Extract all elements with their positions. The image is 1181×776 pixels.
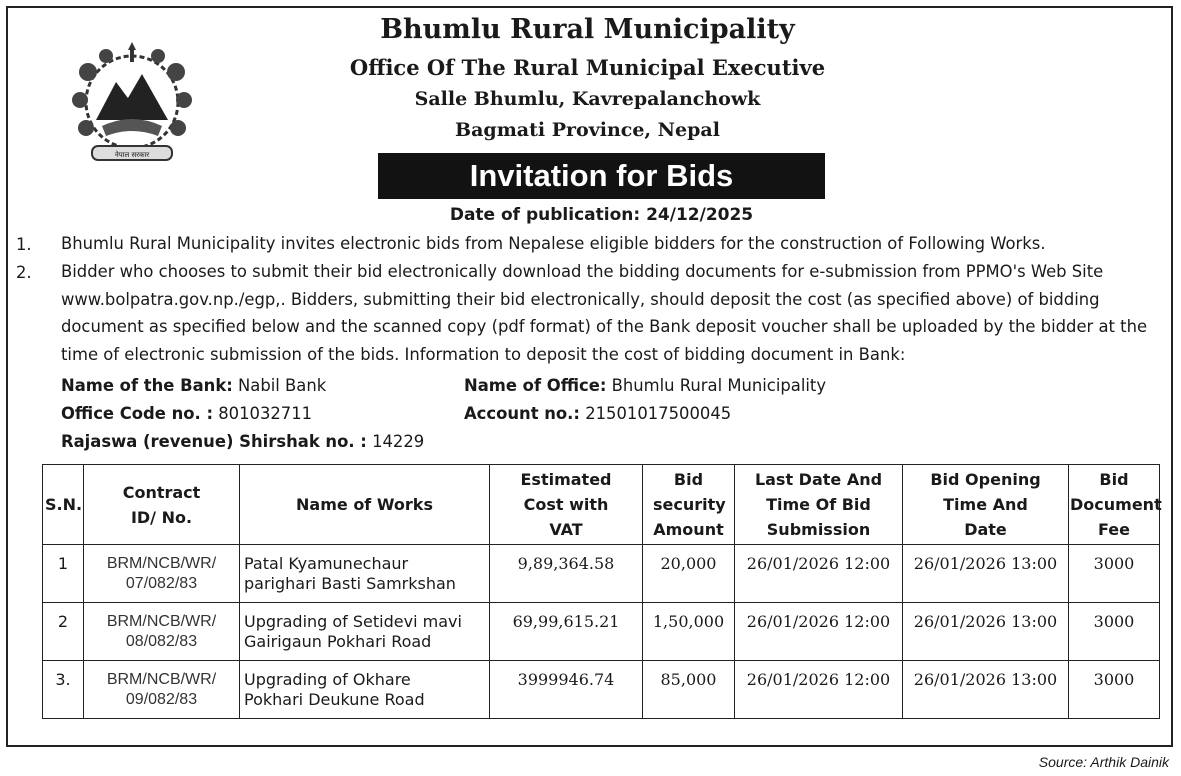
office-name: Office Of The Rural Municipal Executive	[349, 55, 826, 80]
work-name-line: Gairigaun Pokhari Road	[244, 632, 432, 651]
work-name-line: Patal Kyamunechaur	[244, 554, 409, 573]
nepal-emblem-icon	[66, 42, 198, 166]
cell-contract-id	[84, 545, 240, 603]
cell-bid-security: 20,000	[643, 545, 735, 603]
cell-work-name	[240, 603, 490, 661]
column-header: S.N.	[43, 465, 84, 545]
cell-sn: 1	[43, 545, 84, 603]
office-code-row	[61, 400, 312, 428]
paragraph-line: document as specified below and the scanned copy (pdf format) of the Bank deposit voucher shall be uploaded by the bidder at the	[61, 317, 1148, 336]
revenue-row	[61, 428, 424, 456]
column-header: Name of Works	[240, 465, 490, 545]
cell-document-fee: 3000	[1069, 603, 1160, 661]
column-header: Estimated Cost with VAT	[490, 465, 643, 545]
cell-contract-id	[84, 603, 240, 661]
cell-last-date: 26/01/2026 12:00	[735, 603, 903, 661]
office-code-value: 801032711	[218, 404, 313, 423]
paragraph-number: 2.	[16, 263, 32, 282]
paragraph-line: Bidder who chooses to submit their bid electronically download the bidding documents for e-submission from PPMO's Web Site	[61, 262, 1104, 281]
bank-name-value: Nabil Bank	[238, 376, 327, 395]
table-row	[43, 603, 1160, 661]
column-header: Last Date And Time Of Bid Submission	[735, 465, 903, 545]
contract-id-line: 09/082/83	[125, 691, 198, 708]
cell-contract-id	[84, 661, 240, 719]
cell-sn: 2	[43, 603, 84, 661]
revenue-label: Rajaswa (revenue) Shirshak no. :	[61, 432, 367, 451]
cell-last-date: 26/01/2026 12:00	[735, 545, 903, 603]
cell-document-fee: 3000	[1069, 545, 1160, 603]
cell-sn: 3.	[43, 661, 84, 719]
contract-id-line: BRM/NCB/WR/	[106, 671, 217, 688]
contract-id-line: BRM/NCB/WR/	[106, 613, 217, 630]
bank-name-label: Name of the Bank:	[61, 376, 233, 395]
revenue-value: 14229	[372, 432, 425, 451]
column-header: Bid Document Fee	[1069, 465, 1160, 545]
column-header: Bid security Amount	[643, 465, 735, 545]
office-address: Salle Bhumlu, Kavrepalanchowk	[414, 88, 761, 110]
office-name-label: Name of Office:	[464, 376, 607, 395]
publication-date: Date of publication: 24/12/2025	[449, 205, 754, 225]
office-name-row	[464, 372, 826, 400]
office-province: Bagmati Province, Nepal	[455, 119, 720, 141]
table-row	[43, 661, 1160, 719]
work-name-line: Upgrading of Setidevi mavi	[244, 612, 462, 631]
cell-document-fee: 3000	[1069, 661, 1160, 719]
contract-id-line: 07/082/83	[125, 575, 198, 592]
contract-id-line: 08/082/83	[125, 633, 198, 650]
work-name-line: Upgrading of Okhare	[244, 670, 411, 689]
source-credit: Source: Arthik Dainik	[1038, 754, 1169, 770]
emblem-text: नेपाल सरकार	[114, 151, 150, 159]
cell-last-date: 26/01/2026 12:00	[735, 661, 903, 719]
cell-estimated-cost: 3999946.74	[490, 661, 643, 719]
cell-bid-security: 85,000	[643, 661, 735, 719]
account-value: 21501017500045	[585, 404, 732, 423]
table-row	[43, 545, 1160, 603]
paragraph-2	[61, 258, 1147, 368]
account-row	[464, 400, 731, 428]
cell-estimated-cost: 9,89,364.58	[490, 545, 643, 603]
municipality-name: Bhumlu Rural Municipality	[380, 14, 795, 45]
paragraph-1	[61, 230, 1046, 258]
cell-bid-security: 1,50,000	[643, 603, 735, 661]
cell-opening-date: 26/01/2026 13:00	[903, 661, 1069, 719]
paragraph-number: 1.	[16, 235, 32, 254]
table-header-row	[43, 465, 1160, 545]
paragraph-line: time of electronic submission of the bids. Information to deposit the cost of bidding document in Bank:	[61, 344, 906, 364]
office-name-value: Bhumlu Rural Municipality	[611, 376, 827, 395]
cell-opening-date: 26/01/2026 13:00	[903, 545, 1069, 603]
bids-table	[42, 464, 1160, 719]
cell-estimated-cost: 69,99,615.21	[490, 603, 643, 661]
work-name-line: Pokhari Deukune Road	[244, 690, 425, 709]
cell-work-name	[240, 545, 490, 603]
paragraph-line: Bhumlu Rural Municipality invites electronic bids from Nepalese eligible bidders for the construction of Following Works.	[61, 234, 1046, 253]
column-header: Bid Opening Time And Date	[903, 465, 1069, 545]
notice-title: Invitation for Bids	[378, 153, 825, 199]
column-header: Contract ID/ No.	[84, 465, 240, 545]
work-name-line: parighari Basti Samrkshan	[244, 574, 456, 593]
cell-opening-date: 26/01/2026 13:00	[903, 603, 1069, 661]
cell-work-name	[240, 661, 490, 719]
office-code-label: Office Code no. :	[61, 404, 214, 423]
bank-name-row	[61, 372, 326, 400]
paragraph-line: www.bolpatra.gov.np./egp,. Bidders, submitting their bid electronically, should deposit the cost (as specified above) of bidding	[61, 289, 1100, 309]
account-label: Account no.:	[464, 404, 580, 423]
contract-id-line: BRM/NCB/WR/	[106, 555, 217, 572]
